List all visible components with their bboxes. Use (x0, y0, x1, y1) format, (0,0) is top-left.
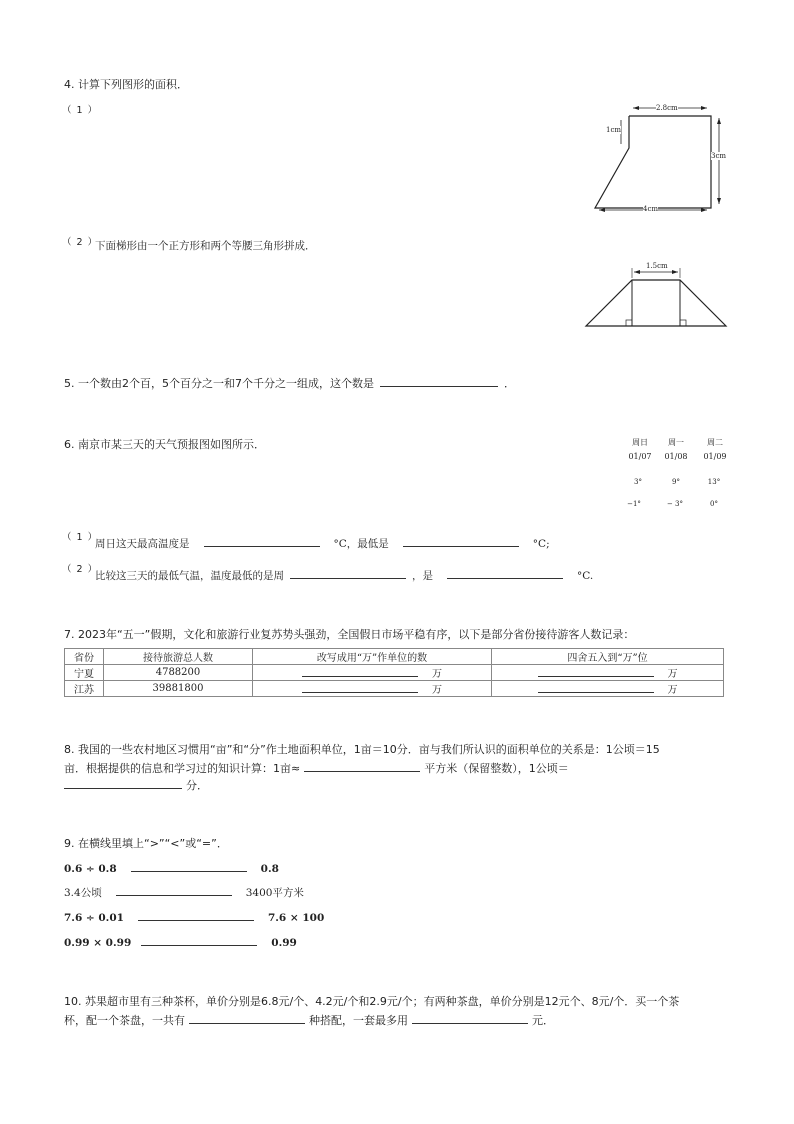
q6-day1-name: 周日 (632, 438, 648, 447)
q7-row1-wan-blank[interactable] (302, 665, 418, 677)
cell-wan: 万 (253, 665, 492, 681)
q9-item2-blank[interactable] (116, 884, 232, 896)
q9-item4-blank[interactable] (141, 934, 257, 946)
q4-part2-marker: （ 2 ） (62, 237, 99, 248)
q4-figure1 (585, 100, 730, 220)
q4-fig1-bottom-label: 4cm (643, 205, 659, 213)
q10-blank-combos[interactable] (189, 1012, 305, 1024)
table-row (65, 665, 724, 681)
q6-part1-marker: （ 1 ） (62, 532, 99, 543)
q7-row2-wan-blank[interactable] (302, 681, 418, 693)
q4-fig2-trapezoid (586, 280, 726, 326)
q6-day1-low: −1° (627, 500, 641, 508)
q4-fig1-top-label: 2.8cm (656, 104, 678, 112)
q10-line2: 杯，配一个茶盘，一共有 种搭配，一套最多用 元． (64, 1014, 554, 1027)
q9-item1: 0.6 ÷ 0.8 0.8 (64, 860, 279, 875)
cell-rounded: 万 (492, 665, 724, 681)
q8-line3: 分． (64, 777, 208, 793)
q4-part1-marker: （ 1 ） (62, 105, 99, 116)
q6-part1-blank-low[interactable] (403, 535, 519, 547)
q6-part2-marker: （ 2 ） (62, 564, 99, 575)
q6-part1-blank-high[interactable] (204, 535, 320, 547)
q6-day1-high: 3° (634, 478, 642, 486)
q7-row1-rounded-blank[interactable] (538, 665, 654, 677)
cell-province: 宁夏 (65, 665, 104, 681)
q6-day3-high: 13° (707, 478, 721, 486)
q4-title: 4. 计算下列图形的面积． (64, 78, 188, 91)
table-header-row (65, 649, 724, 665)
q6-day2-date: 01/08 (664, 452, 688, 461)
cell-wan: 万 (253, 681, 492, 697)
col-total: 接待旅游总人数 (104, 649, 253, 665)
q10-line1: 10. 苏果超市里有三种茶杯，单价分别是6.8元/个、4.2元/个和2.9元/个；有两种茶盘，单价分别是12元个、8元/个．买一个茶 (64, 995, 680, 1008)
q6-day1-date: 01/07 (628, 452, 652, 461)
col-rounded: 四舍五入到“万”位 (492, 649, 724, 665)
q4-fig1-right-label: 3cm (711, 152, 727, 160)
q6-day3-name: 周二 (707, 438, 723, 447)
cell-total: 4788200 (104, 665, 253, 681)
cell-province: 江苏 (65, 681, 104, 697)
cell-total: 39881800 (104, 681, 253, 697)
col-wan: 改写成用“万”作单位的数 (253, 649, 492, 665)
col-province: 省份 (65, 649, 104, 665)
q9-item4: 0.99 × 0.99 0.99 (64, 934, 297, 949)
q7-row2-rounded-blank[interactable] (538, 681, 654, 693)
q6-day2-high: 9° (672, 478, 680, 486)
q9-item3-blank[interactable] (138, 909, 254, 921)
q6-day2-low: − 3° (666, 500, 684, 508)
q9-item2: 3.4公顷 3400平方米 (64, 884, 304, 900)
q6-day3-low: 0° (710, 500, 718, 508)
cell-rounded: 万 (492, 681, 724, 697)
q9-item3: 7.6 ÷ 0.01 7.6 × 100 (64, 909, 324, 924)
q6-day2-name: 周一 (668, 438, 684, 447)
table-row (65, 681, 724, 697)
q5-text: 5. 一个数由2个百，5个百分之一和7个千分之一组成，这个数是 ． (64, 377, 515, 390)
q6-part2-line: 比较这三天的最低气温，温度最低的是周 ，是 °C. (95, 567, 593, 583)
q8-blank-sqm[interactable] (304, 760, 420, 772)
q5-answer-blank[interactable] (380, 375, 498, 387)
q6-day3-date: 01/09 (703, 452, 727, 461)
q6-part2-blank-temp[interactable] (447, 567, 563, 579)
q9-title: 9. 在横线里填上“>”“<”或“=”． (64, 837, 228, 850)
q4-fig2-top-label: 1.5cm (646, 262, 668, 270)
q10-blank-max[interactable] (412, 1012, 528, 1024)
q7-table (64, 648, 724, 697)
q6-part2-blank-day[interactable] (290, 567, 406, 579)
q8-blank-fen[interactable] (64, 777, 182, 789)
q4-part2-text: 下面梯形由一个正方形和两个等腰三角形拼成． (95, 240, 316, 252)
q6-title: 6. 南京市某三天的天气预报图如图所示． (64, 438, 265, 451)
q7-text: 7. 2023年“五一”假期，文化和旅游行业复苏势头强劲，全国假日市场平稳有序，以下是部分省份接待游客人数记录： (64, 628, 635, 641)
q8-line1: 8. 我国的一些农村地区习惯用“亩”和“分”作土地面积单位，1亩＝10分．亩与我们所认识的面积单位的关系是：1公顷＝15 (64, 743, 660, 756)
q8-line2: 亩．根据提供的信息和学习过的知识计算：1亩≈ 平方米（保留整数），1公顷＝ (64, 762, 569, 775)
q4-fig1-left-label: 1cm (606, 126, 622, 134)
q6-part1-line: 周日这天最高温度是 °C，最低是 °C; (95, 535, 550, 551)
q9-item1-blank[interactable] (131, 860, 247, 872)
